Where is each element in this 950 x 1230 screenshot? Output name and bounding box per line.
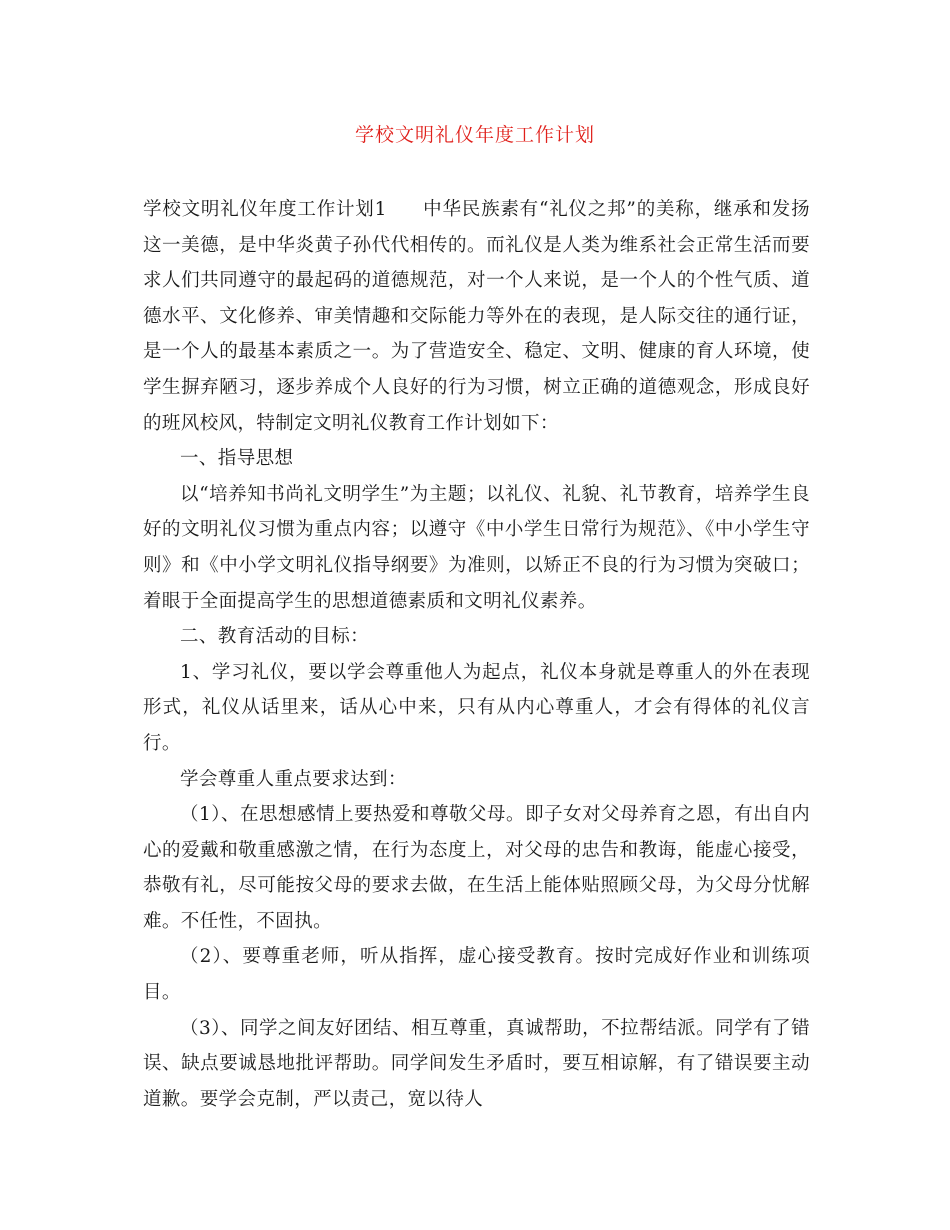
intro-label: 学校文明礼仪年度工作计划1	[143, 199, 387, 220]
document-title: 学校文明礼仪年度工作计划	[354, 124, 595, 146]
paragraph-text: 学会尊重人重点要求达到：	[180, 768, 407, 790]
section-heading-guiding-thought: 一、指导思想	[180, 448, 294, 470]
section-heading-goals: 二、教育活动的目标：	[180, 626, 370, 648]
paragraph-text: 以“培养知书尚礼文明学生”为主题；以礼仪、礼貌、礼节教育，培养学生良好的文明礼仪习惯为重点内容；以遵守《中小学生日常行为规范》、《中小学生守则》和《中小学文明礼仪指导纲要》为准则，以矫正不良的行为习惯为突破口；着眼于全面提高学生的思想道德素质和文明礼仪素养。	[143, 483, 810, 612]
paragraph-text: （3）、同学之间友好团结、相互尊重，真诚帮助，不拉帮结派。同学有了错误、缺点要诚恳地批评帮助。同学间发生矛盾时，要互相谅解，有了错误要主动道歉。要学会克制，严以责己，宽以待人	[143, 1017, 810, 1110]
document-body	[143, 192, 810, 1117]
paragraph-text: （2）、要尊重老师，听从指挥，虚心接受教育。按时完成好作业和训练项目。	[143, 946, 810, 1004]
paragraph-text: 1、学习礼仪，要以学会尊重他人为起点，礼仪本身就是尊重人的外在表现形式，礼仪从话里来，话从心中来，只有从内心尊重人，才会有得体的礼仪言行。	[143, 661, 810, 754]
paragraph-text: （1）、在思想感情上要热爱和尊敬父母。即子女对父母养育之恩，有出自内心的爱戴和敬重感激之情，在行为态度上，对父母的忠告和教诲，能虚心接受，恭敬有礼，尽可能按父母的要求去做，在生活上能体贴照顾父母，为父母分忧解难。不任性，不固执。	[143, 804, 810, 932]
intro-paragraph	[143, 192, 810, 441]
paragraph-text: 中华民族素有“礼仪之邦”的美称，继承和发扬这一美德，是中华炎黄子孙代代相传的。而礼仪是人类为维系社会正常生活而要求人们共同遵守的最起码的道德规范，对一个人来说，是一个人的个性气质、道德水平、文化修养、审美情趣和交际能力等外在的表现，是人际交往的通行证，是一个人的最基本素质之一。为了营造安全、稳定、文明、健康的育人环境，使学生摒弃陋习，逐步养成个人良好的行为习惯，树立正确的道德观念，形成良好的班风校风，特制定文明礼仪教育工作计划如下：	[143, 199, 810, 434]
